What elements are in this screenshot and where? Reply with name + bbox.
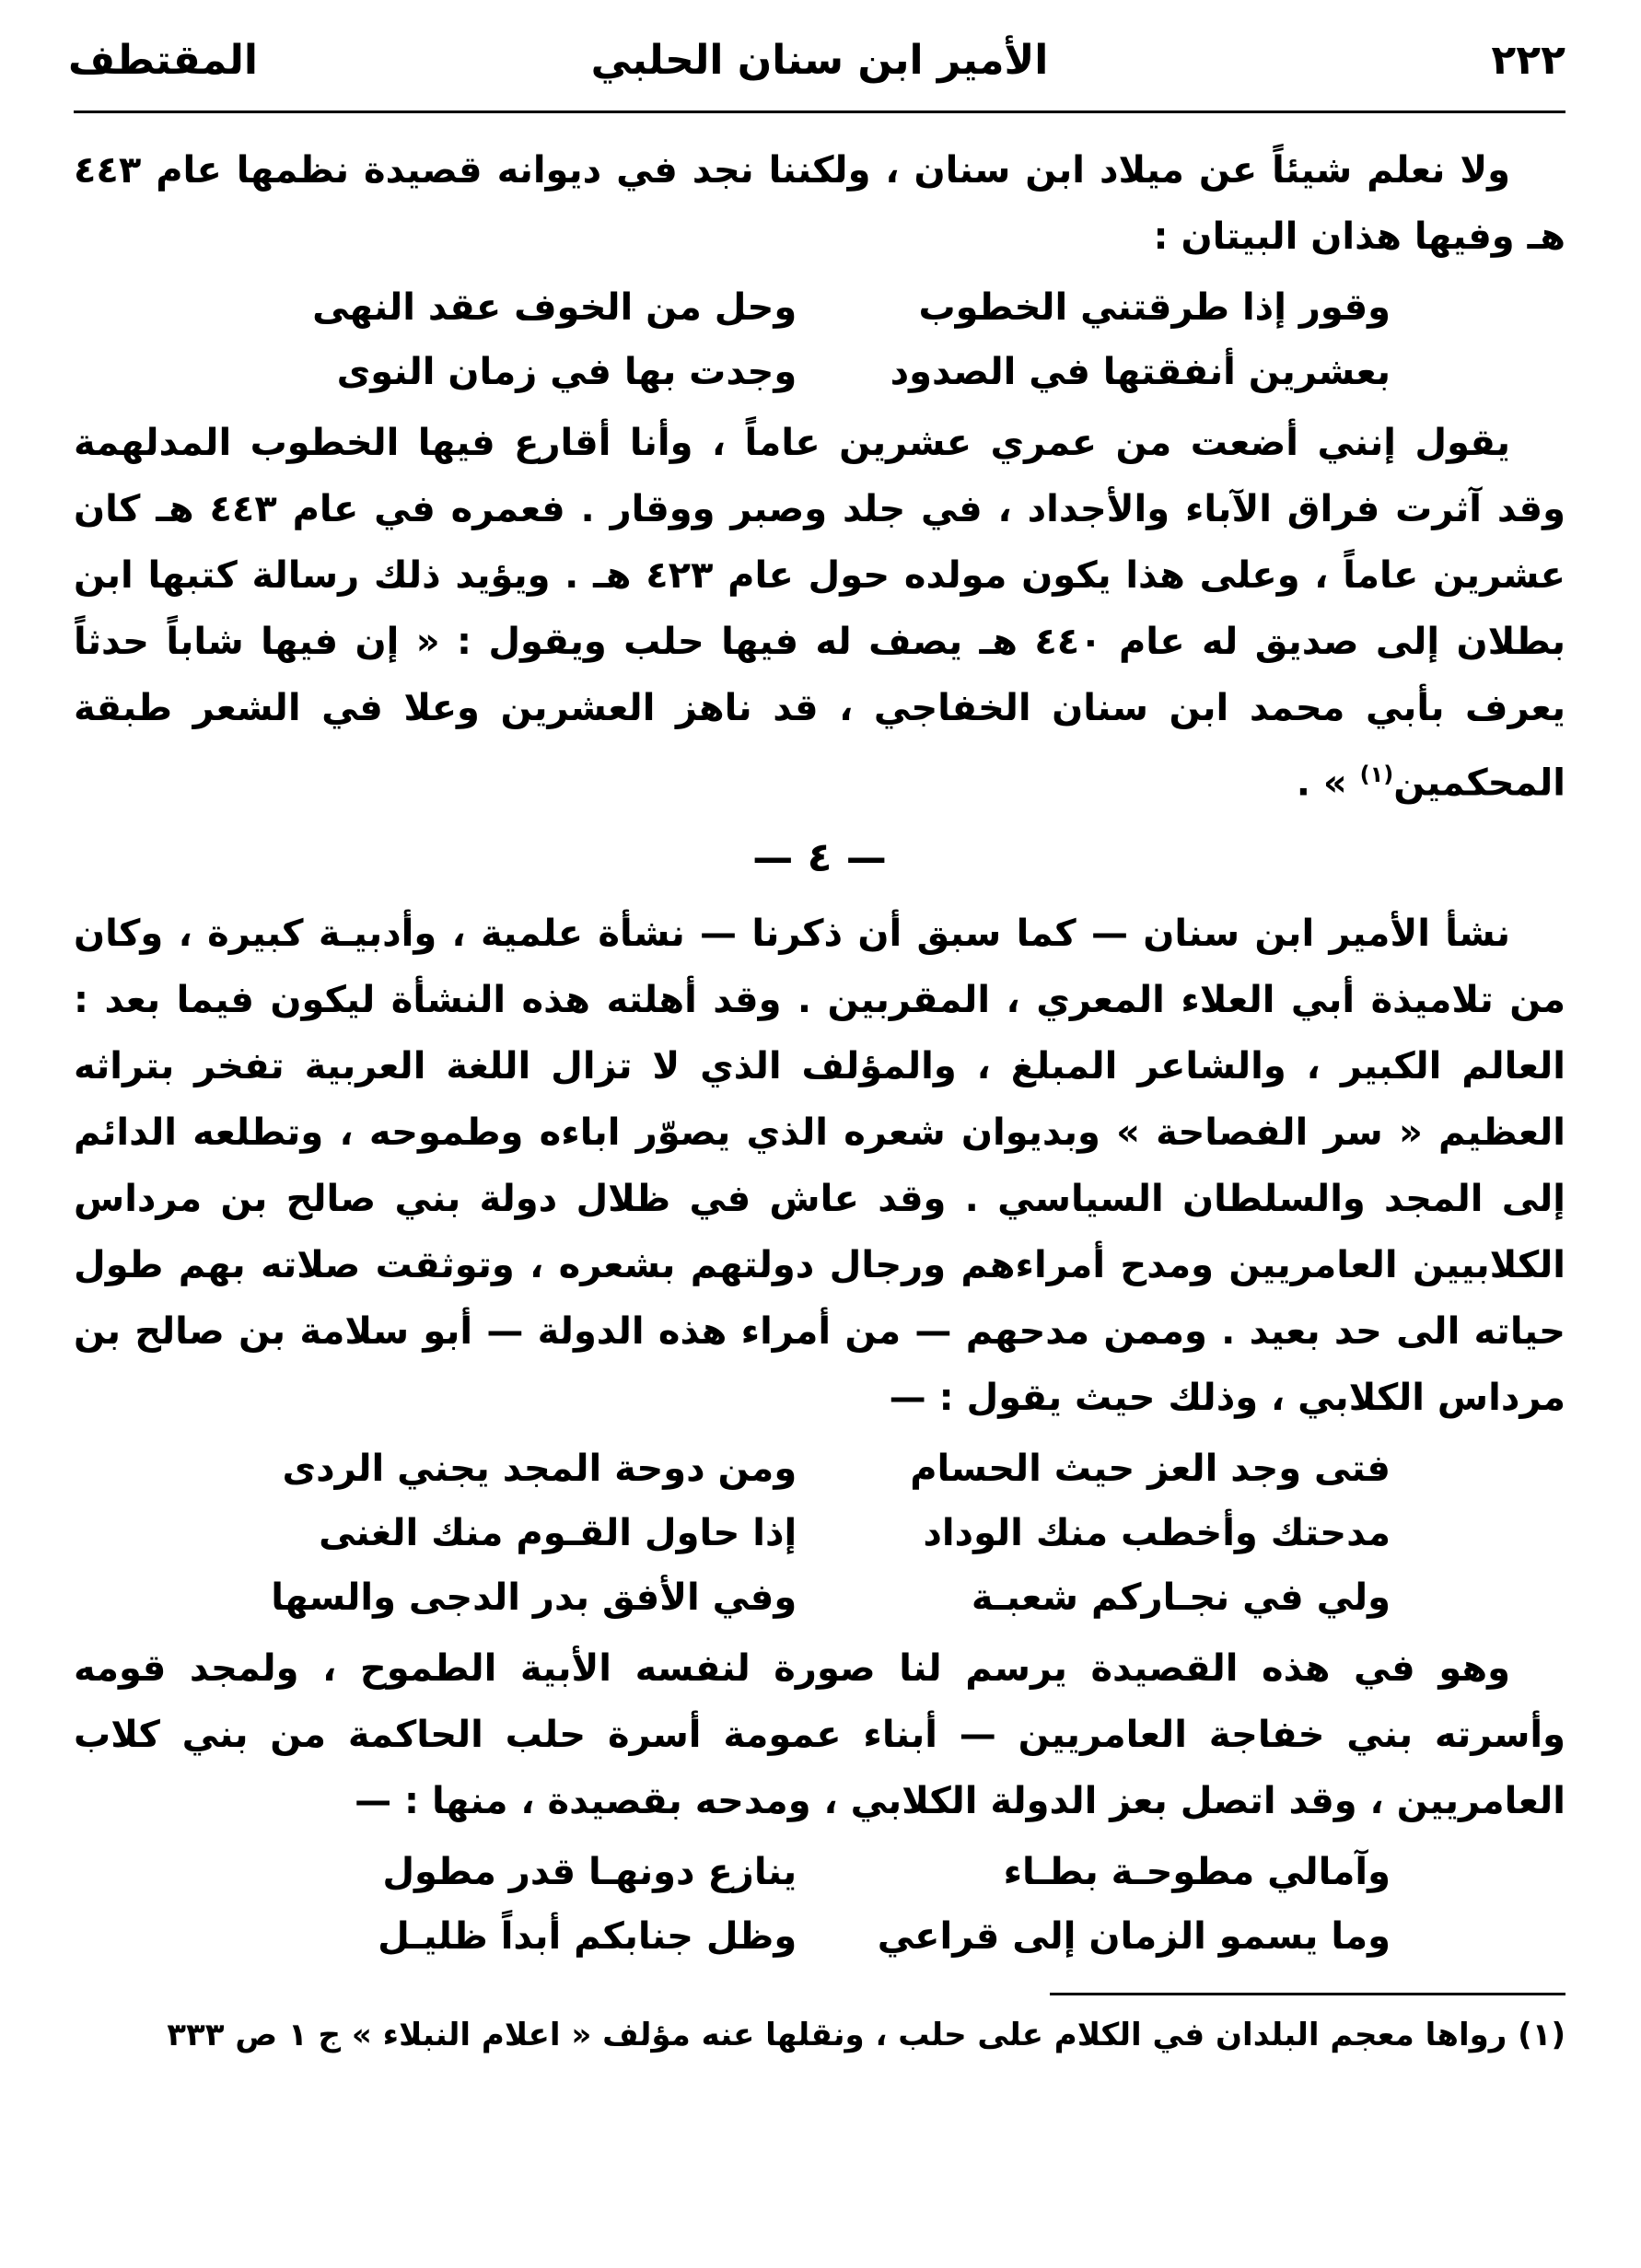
verse-line: [249, 1436, 1391, 1501]
verse-hemistich-second: وحل من الخوف عقد النهى: [312, 286, 797, 329]
paragraph-2-end: » .: [1296, 762, 1360, 805]
paragraph-3: نشأ الأمير ابن سنان — كما سبق أن ذكرنا — نشأة علمية ، وأدبيـة كبيرة ، وكان من تلاميذة أبي العلاء المعري ، المقربين . وقد أهلته هذه النشأة ليكون فيما بعد : العالم الكبير ، والشاعر المبلغ ، والمؤلف الذي لا تزال اللغة العربية تفخر بتراثه العظيم « سر الفصاحة » وبديوان شعره الذي يصوّر اباءه وطموحه ، وتطلعه الدائم إلى المجد والسلطان السياسي . وقد عاش في ظلال دولة بني صالح بن مرداس الكلابيين العامريين ومدح أمراءهم ورجال دولتهم بشعره ، وتوثقت صلاته بهم طول حياته الى حد بعيد . وممن مدحهم — من أمراء هذه الدولة — أبو سلامة بن صالح بن مرداس الكلابي ، وذلك حيث يقول : —: [74, 913, 1565, 1420]
paragraph-1: ولا نعلم شيئاً عن ميلاد ابن سنان ، ولكننا نجد في ديوانه قصيدة نظمها عام ٤٤٣ هـ وفيها هذان البيتان :: [74, 149, 1565, 258]
verse-hemistich-second: وجدت بها في زمان النوى: [336, 351, 797, 393]
verse-hemistich-first: وقور إذا طرقتني الخطوب: [918, 286, 1391, 329]
section-number: — ٤ —: [752, 834, 887, 882]
verse-hemistich-first: ولي في نجـاركم شعبـة: [971, 1576, 1391, 1620]
verse-hemistich-first: بعشرين أنفقتها في الصدود: [890, 351, 1391, 393]
header-rule: [74, 110, 1565, 113]
verse-hemistich-first: مدحتك وأخطب منك الوداد: [923, 1512, 1391, 1555]
footnote-rule: [1050, 1993, 1565, 1995]
running-title: الأمير ابن سنان الحلبي: [590, 36, 1049, 84]
verse-hemistich-first: فتى وجد العز حيث الحسام: [910, 1448, 1391, 1491]
verse-hemistich-second: وفي الأفق بدر الدجى والسها: [271, 1576, 797, 1620]
verse-line: [249, 1565, 1391, 1630]
verse-block-1: [249, 275, 1391, 404]
verse-hemistich-first: وآمالي مطوحـة بطـاء: [1003, 1851, 1391, 1894]
verse-block-3: [249, 1840, 1391, 1969]
verse-hemistich-second: ومن دوحة المجد يجني الردى: [282, 1448, 797, 1491]
verse-line: [249, 1904, 1391, 1969]
verse-hemistich-first: وما يسمو الزمان إلى قراعي: [877, 1915, 1391, 1959]
page-number: ٢٢٢: [1491, 36, 1565, 84]
verse-block-2: [249, 1436, 1391, 1630]
verse-hemistich-second: ينازع دونهـا قدر مطول: [382, 1851, 797, 1894]
paragraph-4: وهو في هذه القصيدة يرسم لنا صورة لنفسه الأبية الطموح ، ولمجد قومه وأسرته بني خفاجة العامريين — أبناء عمومة أسرة حلب الحاكمة من بني كلاب العامريين ، وقد اتصل بعز الدولة الكلابي ، ومدحه بقصيدة ، منها : —: [74, 1647, 1565, 1823]
paragraph-2-text: يقول إنني أضعت من عمري عشرين عاماً ، وأنا أقارع فيها الخطوب المدلهمة وقد آثرت فراق الآباء والأجداد ، في جلد وصبر ووقار . فعمره في عام ٤٤٣ هـ كان عشرين عاماً ، وعلى هذا يكون مولده حول عام ٤٢٣ هـ . ويؤيد ذلك رسالة كتبها ابن بطلان إلى صديق له عام ٤٤٠ هـ يصف له فيها حلب ويقول : « إن فيها شاباً حدثاً يعرف بأبي محمد ابن سنان الخفاجي ، قد ناهز العشرين وعلا في الشعر طبقة المحكمين: [74, 422, 1566, 805]
document-page: [68, 28, 1566, 2238]
page-header: [68, 28, 1565, 92]
verse-line: [249, 1840, 1391, 1904]
verse-line: [249, 340, 1391, 404]
journal-name: المقتطف: [68, 36, 258, 84]
verse-hemistich-second: إذا حاول القـوم منك الغنى: [319, 1512, 797, 1555]
verse-hemistich-second: وظل جنابكم أبداً ظليـل: [378, 1915, 797, 1959]
verse-line: [249, 275, 1391, 340]
footnote-reference: (١): [1359, 762, 1394, 787]
footnote: (١) رواها معجم البلدان في الكلام على حلب ، ونقلها عنه مؤلف « اعلام النبلاء » ج ١ ص ٣٣٣: [167, 2017, 1565, 2054]
verse-line: [249, 1501, 1391, 1565]
paragraph-2: [74, 410, 1565, 816]
